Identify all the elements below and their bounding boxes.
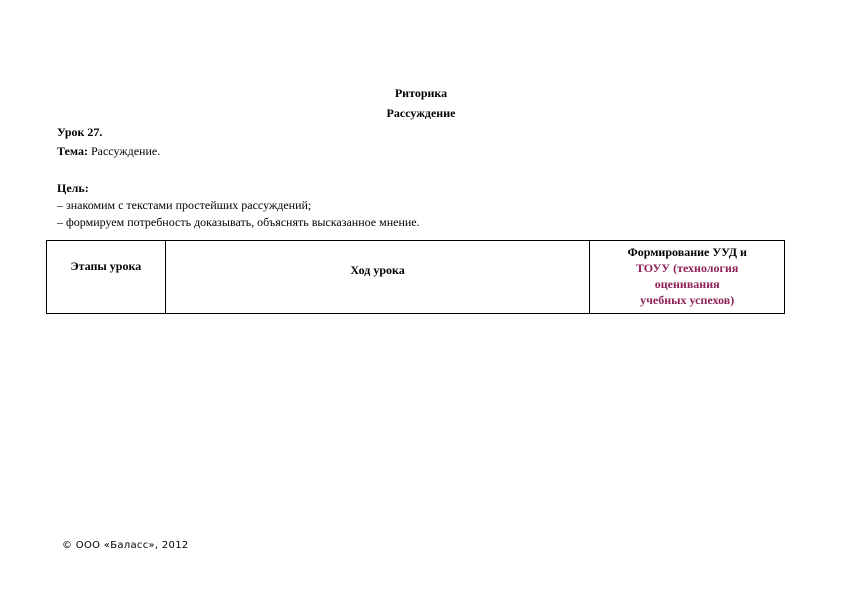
header-course-label: Ход урока xyxy=(350,263,405,277)
header-cell-course xyxy=(165,241,590,314)
goal-item: – формируем потребность доказывать, объяснять высказанное мнение. xyxy=(57,215,420,229)
goal-heading: Цель: xyxy=(57,181,89,195)
topic-value: Рассуждение. xyxy=(87,144,161,158)
uud-line-4: учебных успехов) xyxy=(640,293,735,307)
lesson-number: Урок 27. xyxy=(57,125,103,139)
uud-line-2: ТОУУ (технология xyxy=(635,261,739,275)
topic-label: Тема: xyxy=(57,144,88,158)
header-cell-stages xyxy=(47,241,166,314)
document-subject: Риторика xyxy=(394,86,448,100)
goal-item: – знакомим с текстами простейших рассуждений; xyxy=(57,198,312,212)
copyright-footer: © ООО «Баласс», 2012 xyxy=(62,540,189,551)
document-title: Рассуждение xyxy=(386,106,456,120)
header-stages-label: Этапы урока xyxy=(70,259,142,273)
lesson-topic xyxy=(57,144,160,158)
uud-line-3: оценивания xyxy=(654,277,720,291)
header-uud-label xyxy=(590,244,784,308)
table-header-row xyxy=(47,241,785,314)
lesson-plan-table xyxy=(46,240,785,314)
uud-line-1: Формирование УУД и xyxy=(627,245,747,259)
header-cell-uud xyxy=(590,241,785,314)
